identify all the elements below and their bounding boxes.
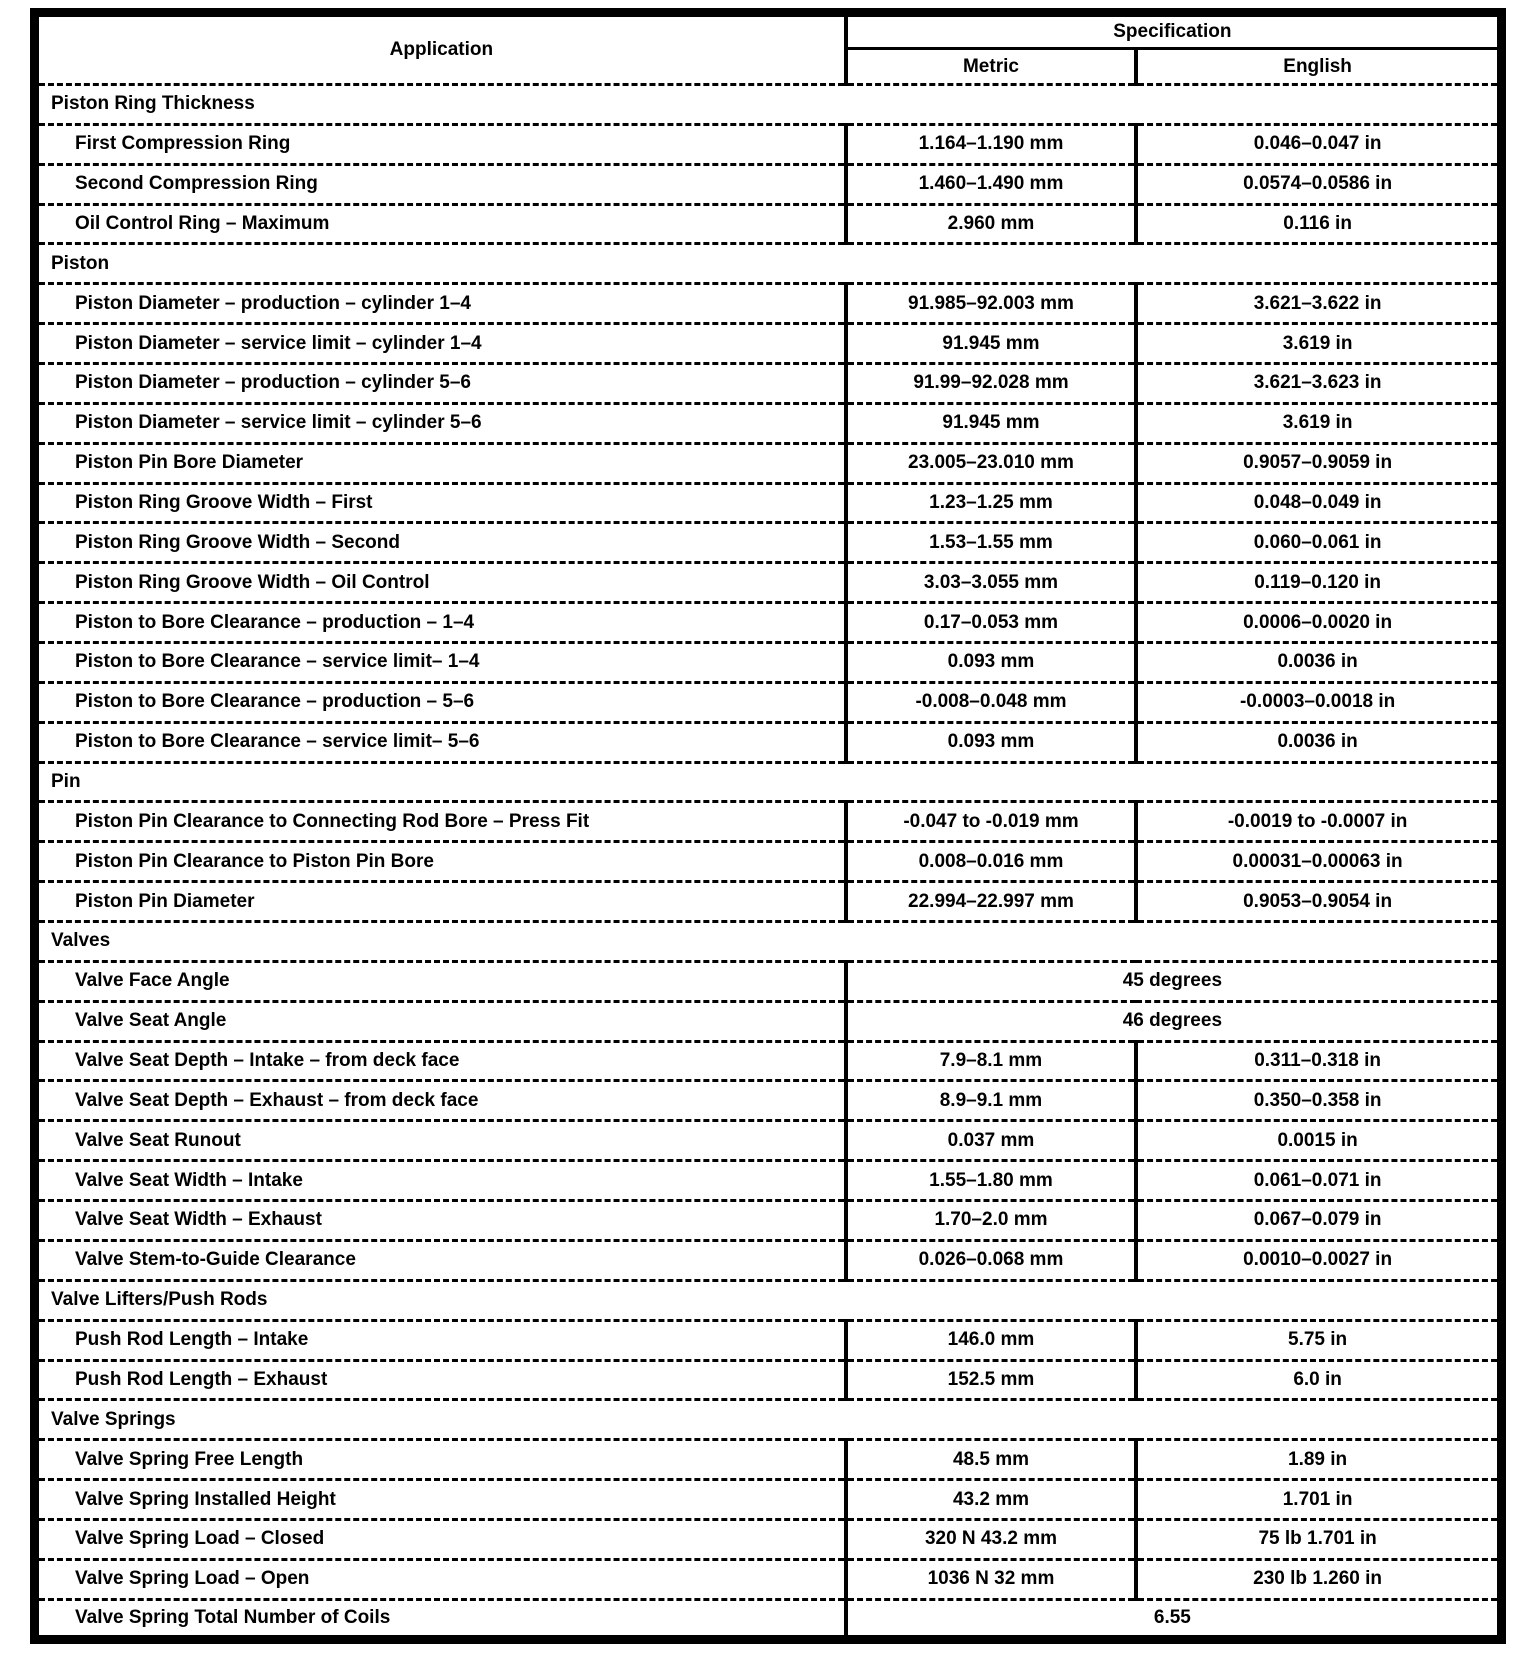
table-row — [35, 882, 1502, 922]
table-row — [35, 483, 1502, 523]
table-row — [35, 1599, 1502, 1639]
metric-value-cell: 1.164–1.190 mm — [846, 124, 1136, 164]
english-value-cell: 0.0015 in — [1136, 1121, 1501, 1161]
table-row — [35, 1121, 1502, 1161]
english-value-cell: 0.060–0.061 in — [1136, 523, 1501, 563]
application-cell: Valve Spring Installed Height — [35, 1480, 846, 1520]
table-row — [35, 722, 1502, 762]
table-row — [35, 1480, 1502, 1520]
column-header-application: Application — [389, 39, 494, 60]
table-row — [35, 842, 1502, 882]
metric-value-cell: 8.9–9.1 mm — [846, 1081, 1136, 1121]
table-row — [35, 1240, 1502, 1280]
english-value-cell: 0.0574–0.0586 in — [1136, 164, 1501, 204]
metric-value-cell: 0.093 mm — [846, 722, 1136, 762]
metric-value-cell: 0.093 mm — [846, 643, 1136, 683]
table-row — [35, 324, 1502, 364]
spec-table-body — [35, 85, 1502, 1640]
table-row — [35, 284, 1502, 324]
table-row — [35, 443, 1502, 483]
table-row — [35, 1440, 1502, 1480]
application-cell: Valve Face Angle — [35, 961, 846, 1001]
metric-value-cell: 0.008–0.016 mm — [846, 842, 1136, 882]
metric-value-cell: -0.047 to -0.019 mm — [846, 802, 1136, 842]
english-value-cell: 3.619 in — [1136, 324, 1501, 364]
table-row — [35, 563, 1502, 603]
english-value-cell: 3.621–3.622 in — [1136, 284, 1501, 324]
metric-value-cell: 91.99–92.028 mm — [846, 364, 1136, 404]
section-title: Piston — [35, 244, 1502, 284]
application-cell: Push Rod Length – Intake — [35, 1320, 846, 1360]
section-title: Piston Ring Thickness — [35, 85, 1502, 125]
application-cell: Second Compression Ring — [35, 164, 846, 204]
section-header-row — [35, 1400, 1502, 1440]
english-value-cell: 0.350–0.358 in — [1136, 1081, 1501, 1121]
application-cell: Valve Seat Depth – Intake – from deck face — [35, 1041, 846, 1081]
application-cell: Valve Seat Angle — [35, 1001, 846, 1041]
application-cell: Valve Spring Load – Closed — [35, 1519, 846, 1559]
application-cell: Valve Spring Free Length — [35, 1440, 846, 1480]
application-cell: Valve Spring Total Number of Coils — [35, 1599, 846, 1639]
application-cell: Piston Ring Groove Width – Oil Control — [35, 563, 846, 603]
table-row — [35, 603, 1502, 643]
metric-value-cell: 152.5 mm — [846, 1360, 1136, 1400]
table-row — [35, 1519, 1502, 1559]
table-row — [35, 1360, 1502, 1400]
english-value-cell: 0.119–0.120 in — [1136, 563, 1501, 603]
english-value-cell: 5.75 in — [1136, 1320, 1501, 1360]
section-title: Pin — [35, 762, 1502, 802]
table-row — [35, 1161, 1502, 1201]
english-value-cell: 75 lb 1.701 in — [1136, 1519, 1501, 1559]
metric-value-cell: 7.9–8.1 mm — [846, 1041, 1136, 1081]
application-cell: Piston to Bore Clearance – production – 1–4 — [35, 603, 846, 643]
metric-value-cell: 91.945 mm — [846, 403, 1136, 443]
column-header-english: English — [1136, 49, 1501, 85]
metric-value-cell: -0.008–0.048 mm — [846, 682, 1136, 722]
english-value-cell: 0.9057–0.9059 in — [1136, 443, 1501, 483]
english-value-cell: 0.311–0.318 in — [1136, 1041, 1501, 1081]
table-row — [35, 1081, 1502, 1121]
english-value-cell: 0.046–0.047 in — [1136, 124, 1501, 164]
application-cell: Piston Diameter – production – cylinder 5–6 — [35, 364, 846, 404]
application-cell: Piston Pin Bore Diameter — [35, 443, 846, 483]
application-cell: Piston Diameter – service limit – cylinder 5–6 — [35, 403, 846, 443]
metric-value-cell: 0.17–0.053 mm — [846, 603, 1136, 643]
metric-value-cell: 1.70–2.0 mm — [846, 1201, 1136, 1241]
metric-value-cell: 43.2 mm — [846, 1480, 1136, 1520]
application-cell: Piston Pin Clearance to Piston Pin Bore — [35, 842, 846, 882]
table-row — [35, 403, 1502, 443]
metric-value-cell: 23.005–23.010 mm — [846, 443, 1136, 483]
metric-value-cell: 3.03–3.055 mm — [846, 563, 1136, 603]
metric-value-cell: 2.960 mm — [846, 204, 1136, 244]
application-cell: Piston Ring Groove Width – Second — [35, 523, 846, 563]
metric-value-cell: 1.53–1.55 mm — [846, 523, 1136, 563]
english-value-cell: 230 lb 1.260 in — [1136, 1559, 1501, 1599]
table-row — [35, 364, 1502, 404]
english-value-cell: 0.061–0.071 in — [1136, 1161, 1501, 1201]
metric-value-cell: 1.23–1.25 mm — [846, 483, 1136, 523]
table-row — [35, 961, 1502, 1001]
english-value-cell: 0.0036 in — [1136, 722, 1501, 762]
english-value-cell: 0.048–0.049 in — [1136, 483, 1501, 523]
section-title: Valve Lifters/Push Rods — [35, 1280, 1502, 1320]
metric-value-cell: 0.026–0.068 mm — [846, 1240, 1136, 1280]
english-value-cell: 0.0010–0.0027 in — [1136, 1240, 1501, 1280]
english-value-cell: 1.701 in — [1136, 1480, 1501, 1520]
application-cell: Piston Diameter – service limit – cylinder 1–4 — [35, 324, 846, 364]
english-value-cell: 0.0036 in — [1136, 643, 1501, 683]
application-cell: Oil Control Ring – Maximum — [35, 204, 846, 244]
english-value-cell: 1.89 in — [1136, 1440, 1501, 1480]
english-value-cell: 3.621–3.623 in — [1136, 364, 1501, 404]
section-header-row — [35, 922, 1502, 962]
application-cell: Piston Diameter – production – cylinder 1–4 — [35, 284, 846, 324]
application-cell: Piston Ring Groove Width – First — [35, 483, 846, 523]
table-header — [35, 13, 1502, 85]
column-header-specification: Specification — [846, 13, 1502, 49]
application-cell: Piston Pin Clearance to Connecting Rod Bore – Press Fit — [35, 802, 846, 842]
section-title: Valves — [35, 922, 1502, 962]
column-header-metric: Metric — [846, 49, 1136, 85]
table-row — [35, 1320, 1502, 1360]
application-cell: Piston to Bore Clearance – production – 5–6 — [35, 682, 846, 722]
specification-span-cell: 46 degrees — [846, 1001, 1502, 1041]
section-title: Valve Springs — [35, 1400, 1502, 1440]
header-row-specification — [35, 13, 1502, 49]
table-row — [35, 682, 1502, 722]
application-cell: First Compression Ring — [35, 124, 846, 164]
metric-value-cell: 0.037 mm — [846, 1121, 1136, 1161]
metric-value-cell: 1036 N 32 mm — [846, 1559, 1136, 1599]
table-row — [35, 802, 1502, 842]
table-row — [35, 643, 1502, 683]
metric-value-cell: 1.460–1.490 mm — [846, 164, 1136, 204]
table-row — [35, 523, 1502, 563]
metric-value-cell: 146.0 mm — [846, 1320, 1136, 1360]
table-row — [35, 124, 1502, 164]
specification-table — [30, 8, 1506, 1644]
table-row — [35, 1201, 1502, 1241]
specification-span-cell: 6.55 — [846, 1599, 1502, 1639]
section-header-row — [35, 244, 1502, 284]
english-value-cell: -0.0019 to -0.0007 in — [1136, 802, 1501, 842]
metric-value-cell: 48.5 mm — [846, 1440, 1136, 1480]
english-value-cell: 0.0006–0.0020 in — [1136, 603, 1501, 643]
english-value-cell: 0.9053–0.9054 in — [1136, 882, 1501, 922]
application-cell: Valve Seat Runout — [35, 1121, 846, 1161]
english-value-cell: -0.0003–0.0018 in — [1136, 682, 1501, 722]
application-cell: Valve Spring Load – Open — [35, 1559, 846, 1599]
metric-value-cell: 91.985–92.003 mm — [846, 284, 1136, 324]
table-row — [35, 1041, 1502, 1081]
english-value-cell: 0.116 in — [1136, 204, 1501, 244]
application-cell: Valve Seat Width – Intake — [35, 1161, 846, 1201]
table-row — [35, 1001, 1502, 1041]
table-row — [35, 164, 1502, 204]
english-value-cell: 0.067–0.079 in — [1136, 1201, 1501, 1241]
metric-value-cell: 91.945 mm — [846, 324, 1136, 364]
application-cell: Valve Seat Depth – Exhaust – from deck face — [35, 1081, 846, 1121]
section-header-row — [35, 85, 1502, 125]
application-cell: Valve Stem-to-Guide Clearance — [35, 1240, 846, 1280]
metric-value-cell: 22.994–22.997 mm — [846, 882, 1136, 922]
application-cell: Valve Seat Width – Exhaust — [35, 1201, 846, 1241]
english-value-cell: 6.0 in — [1136, 1360, 1501, 1400]
metric-value-cell: 1.55–1.80 mm — [846, 1161, 1136, 1201]
section-header-row — [35, 1280, 1502, 1320]
english-value-cell: 0.00031–0.00063 in — [1136, 842, 1501, 882]
english-value-cell: 3.619 in — [1136, 403, 1501, 443]
specification-span-cell: 45 degrees — [846, 961, 1502, 1001]
application-cell: Piston Pin Diameter — [35, 882, 846, 922]
table-row — [35, 204, 1502, 244]
table-row — [35, 1559, 1502, 1599]
application-cell: Piston to Bore Clearance – service limit– 1–4 — [35, 643, 846, 683]
metric-value-cell: 320 N 43.2 mm — [846, 1519, 1136, 1559]
section-header-row — [35, 762, 1502, 802]
application-cell: Piston to Bore Clearance – service limit– 5–6 — [35, 722, 846, 762]
application-cell: Push Rod Length – Exhaust — [35, 1360, 846, 1400]
